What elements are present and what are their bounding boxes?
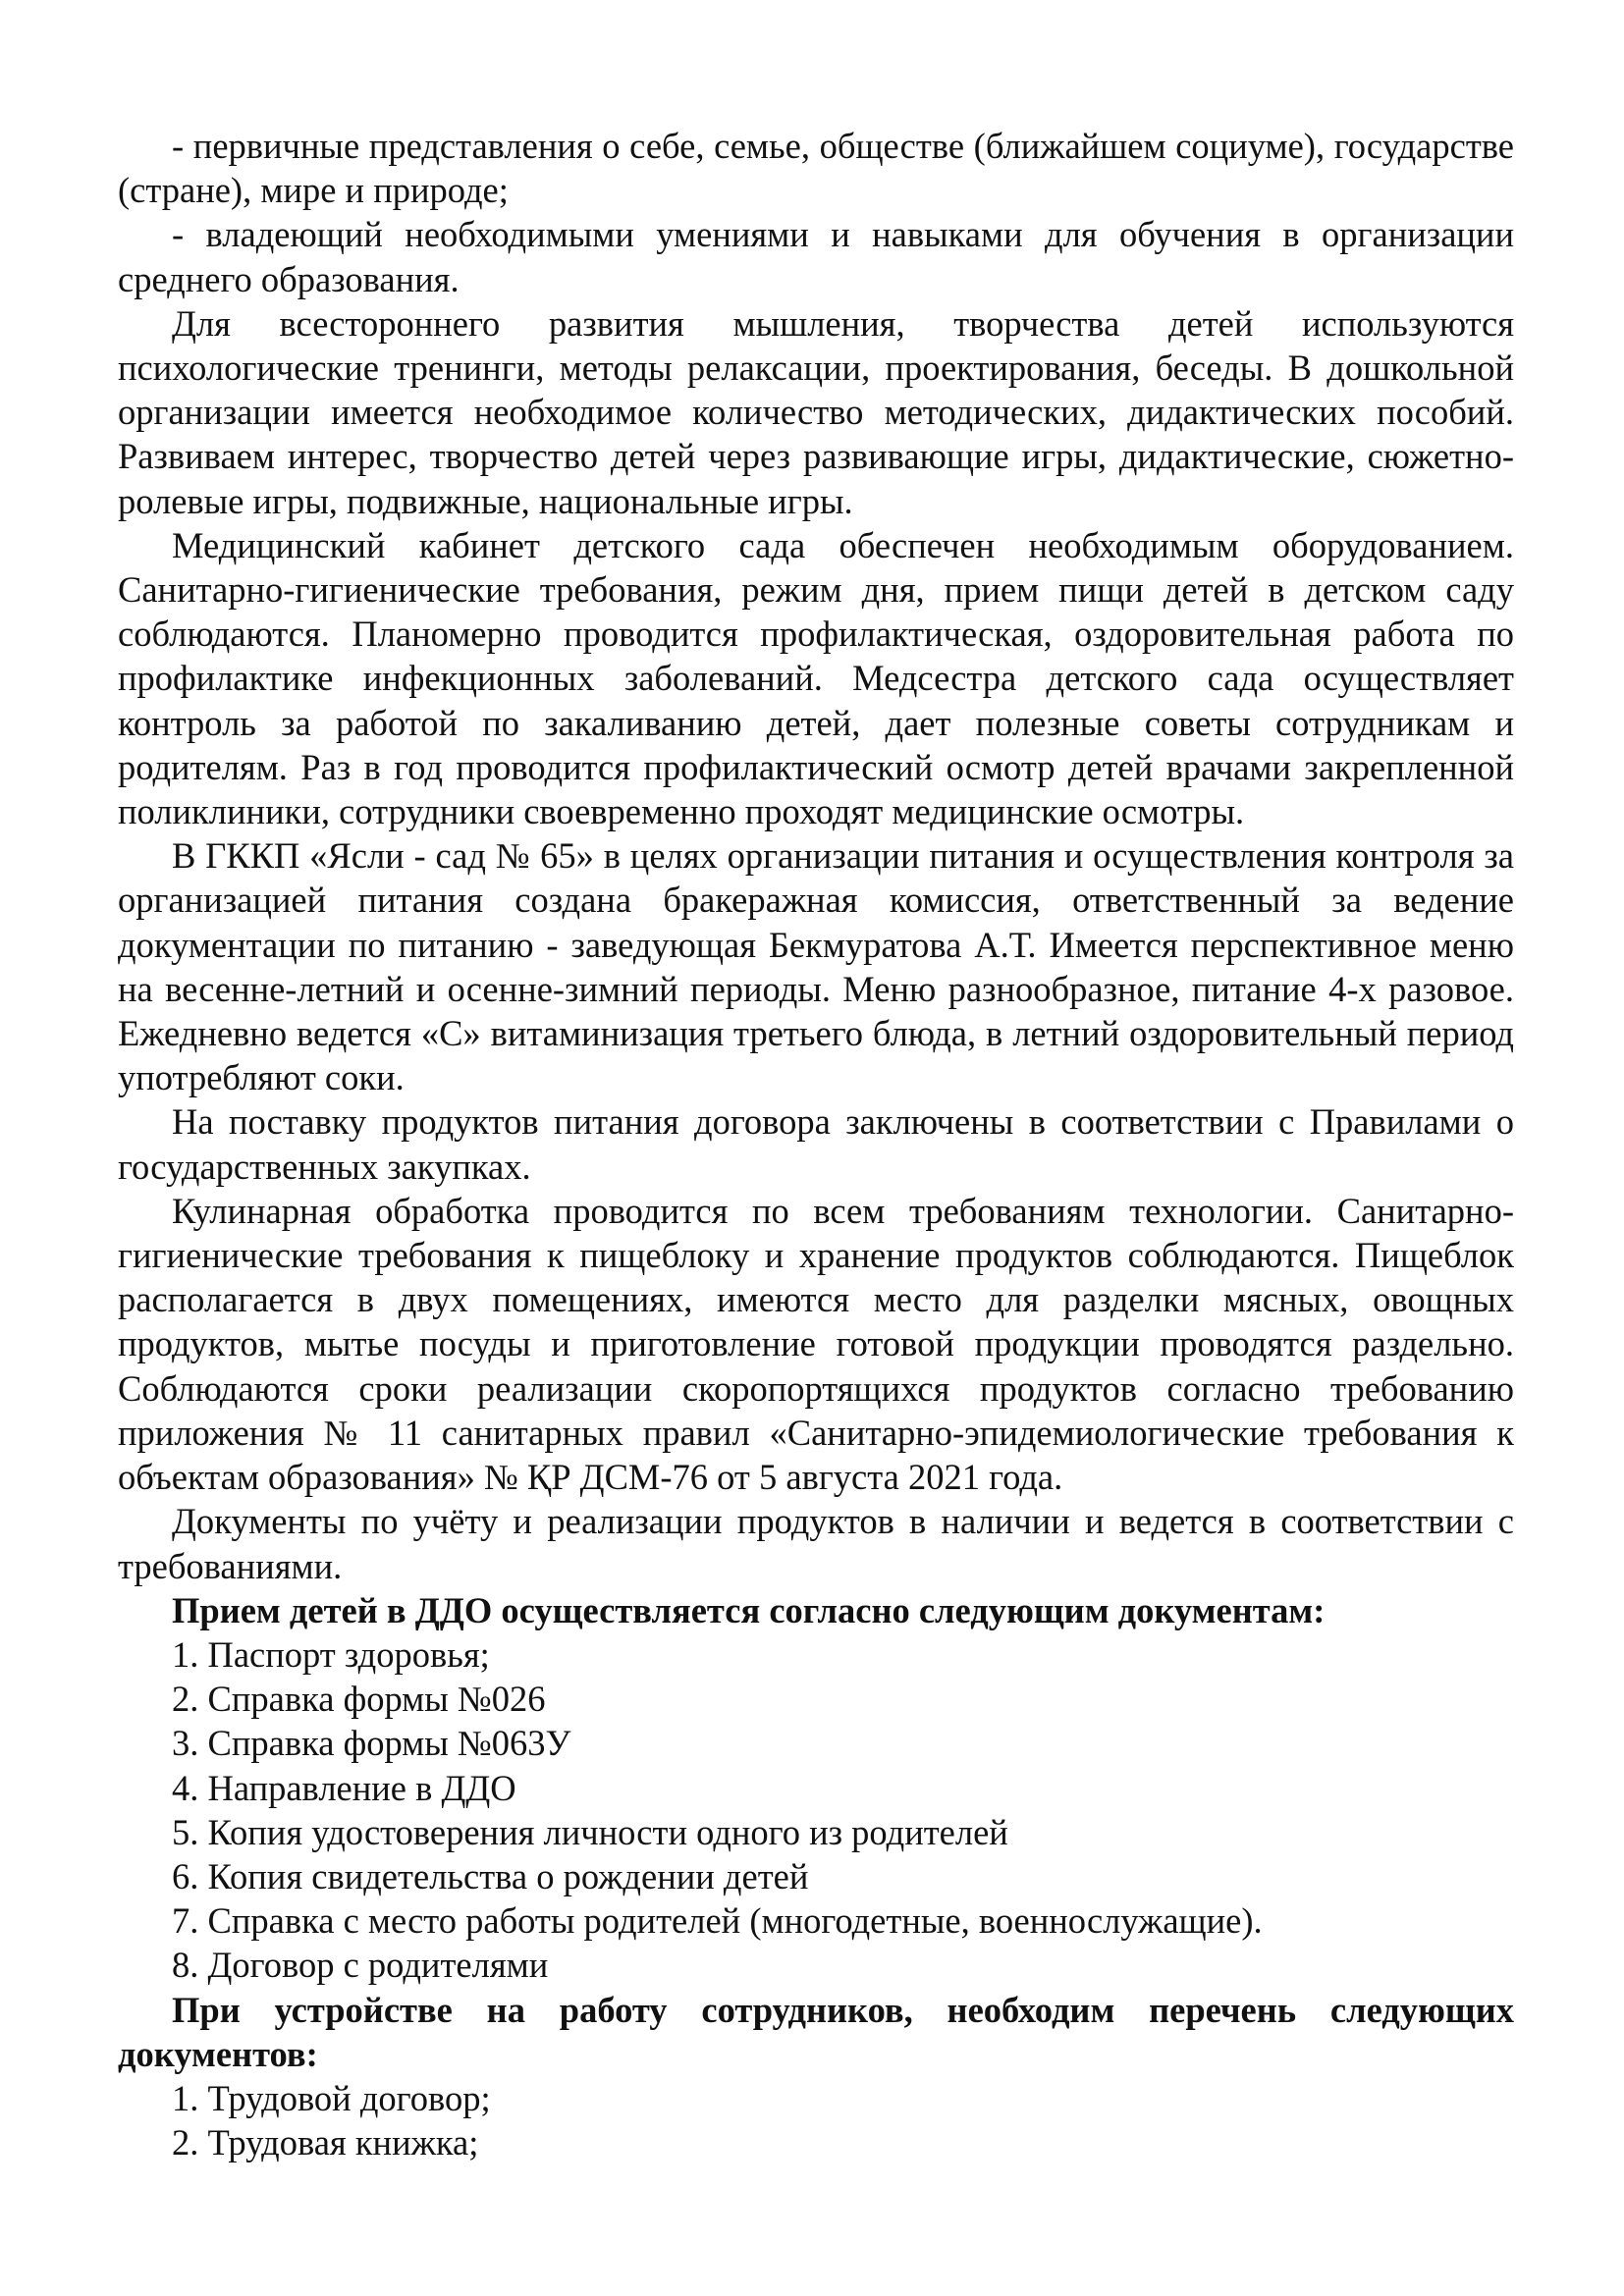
admission-heading: Прием детей в ДДО осуществляется согласно следующим документам: bbox=[172, 1589, 1326, 1630]
list-item: 8. Договор с родителями bbox=[172, 1945, 549, 1986]
list-item: 7. Справка с место работы родителей (многодетные, военнослужащие). bbox=[172, 1900, 1263, 1942]
employment-list bbox=[118, 2076, 1514, 2164]
paragraph-medical-office: Медицинский кабинет детского сада обеспечен необходимым оборудованием. Санитарно-гигиенические требования, режим дня, прием пищи детей в детском саду соблюдаются. Планомерно проводится профилактическая, оздоровительная работа по профилактике инфекционных заболеваний. Медсестра детского сада осуществляет контроль за работой по закаливанию детей, дает полезные советы сотрудникам и родителям. Раз в год проводится профилактический осмотр детей врачами закрепленной поликлиники, сотрудники своевременно проходят медицинские осмотры. bbox=[118, 524, 1514, 832]
list-item: 1. Паспорт здоровья; bbox=[172, 1633, 490, 1675]
paragraph-food-processing: Кулинарная обработка проводится по всем требованиям технологии. Санитарно-гигиенические требования к пищеблоку и хранение продуктов соблюдаются. Пищеблок располагается в двух помещениях, имеются место для разделки мясных, овощных продуктов, мытье посуды и приготовление готовой продукции проводятся раздельно. Соблюдаются сроки реализации скоропортящихся продуктов согласно требованию приложения № 11 санитарных правил «Санитарно-эпидемиологические требования к объектам образования» № ҚР ДСМ-76 от 5 августа 2021 года. bbox=[118, 1190, 1514, 1498]
list-item: 2. Справка формы №026 bbox=[172, 1679, 546, 1720]
paragraph-self-concepts: - первичные представления о себе, семье, обществе (ближайшем социуме), государстве (стране), мире и природе; bbox=[118, 126, 1514, 211]
paragraph-thinking-development: Для всестороннего развития мышления, творчества детей используются психологические тренинги, методы релаксации, проектирования, беседы. В дошкольной организации имеется необходимое количество методических, дидактических пособий. Развиваем интерес, творчество детей через развивающие игры, дидактические, сюжетно-ролевые игры, подвижные, национальные игры. bbox=[118, 302, 1514, 521]
list-item: 2. Трудовая книжка; bbox=[172, 2122, 479, 2163]
document-body bbox=[118, 124, 1514, 2164]
list-item: 5. Копия удостоверения личности одного из родителей bbox=[172, 1811, 1008, 1852]
list-item: 1. Трудовой договор; bbox=[172, 2077, 491, 2118]
admission-list bbox=[118, 1632, 1514, 1988]
paragraph-procurement: На поставку продуктов питания договора заключены в соответствии с Правилами о государственных закупках. bbox=[118, 1101, 1514, 1187]
list-item: 6. Копия свидетельства о рождении детей bbox=[172, 1855, 809, 1896]
list-item: 3. Справка формы №063У bbox=[172, 1723, 571, 1764]
list-item: 4. Направление в ДДО bbox=[172, 1767, 516, 1808]
employment-heading: При устройстве на работу сотрудников, необходим перечень следующих документов: bbox=[118, 1989, 1514, 2074]
paragraph-documents: Документы по учёту и реализации продуктов в наличии и ведется в соответствии с требованиями. bbox=[118, 1501, 1514, 1586]
paragraph-nutrition: В ГККП «Ясли - сад № 65» в целях организации питания и осуществления контроля за организацией питания создана бракеражная комиссия, ответственный за ведение документации по питанию - заведующая Бекмуратова А.Т. Имеется перспективное меню на весенне-летний и осенне-зимний периоды. Меню разнообразное, питание 4-х разовое. Ежедневно ведется «С» витаминизация третьего блюда, в летний оздоровительный период употребляют соки. bbox=[118, 835, 1514, 1098]
paragraph-learning-skills: - владеющий необходимыми умениями и навыками для обучения в организации среднего образования. bbox=[118, 214, 1514, 299]
